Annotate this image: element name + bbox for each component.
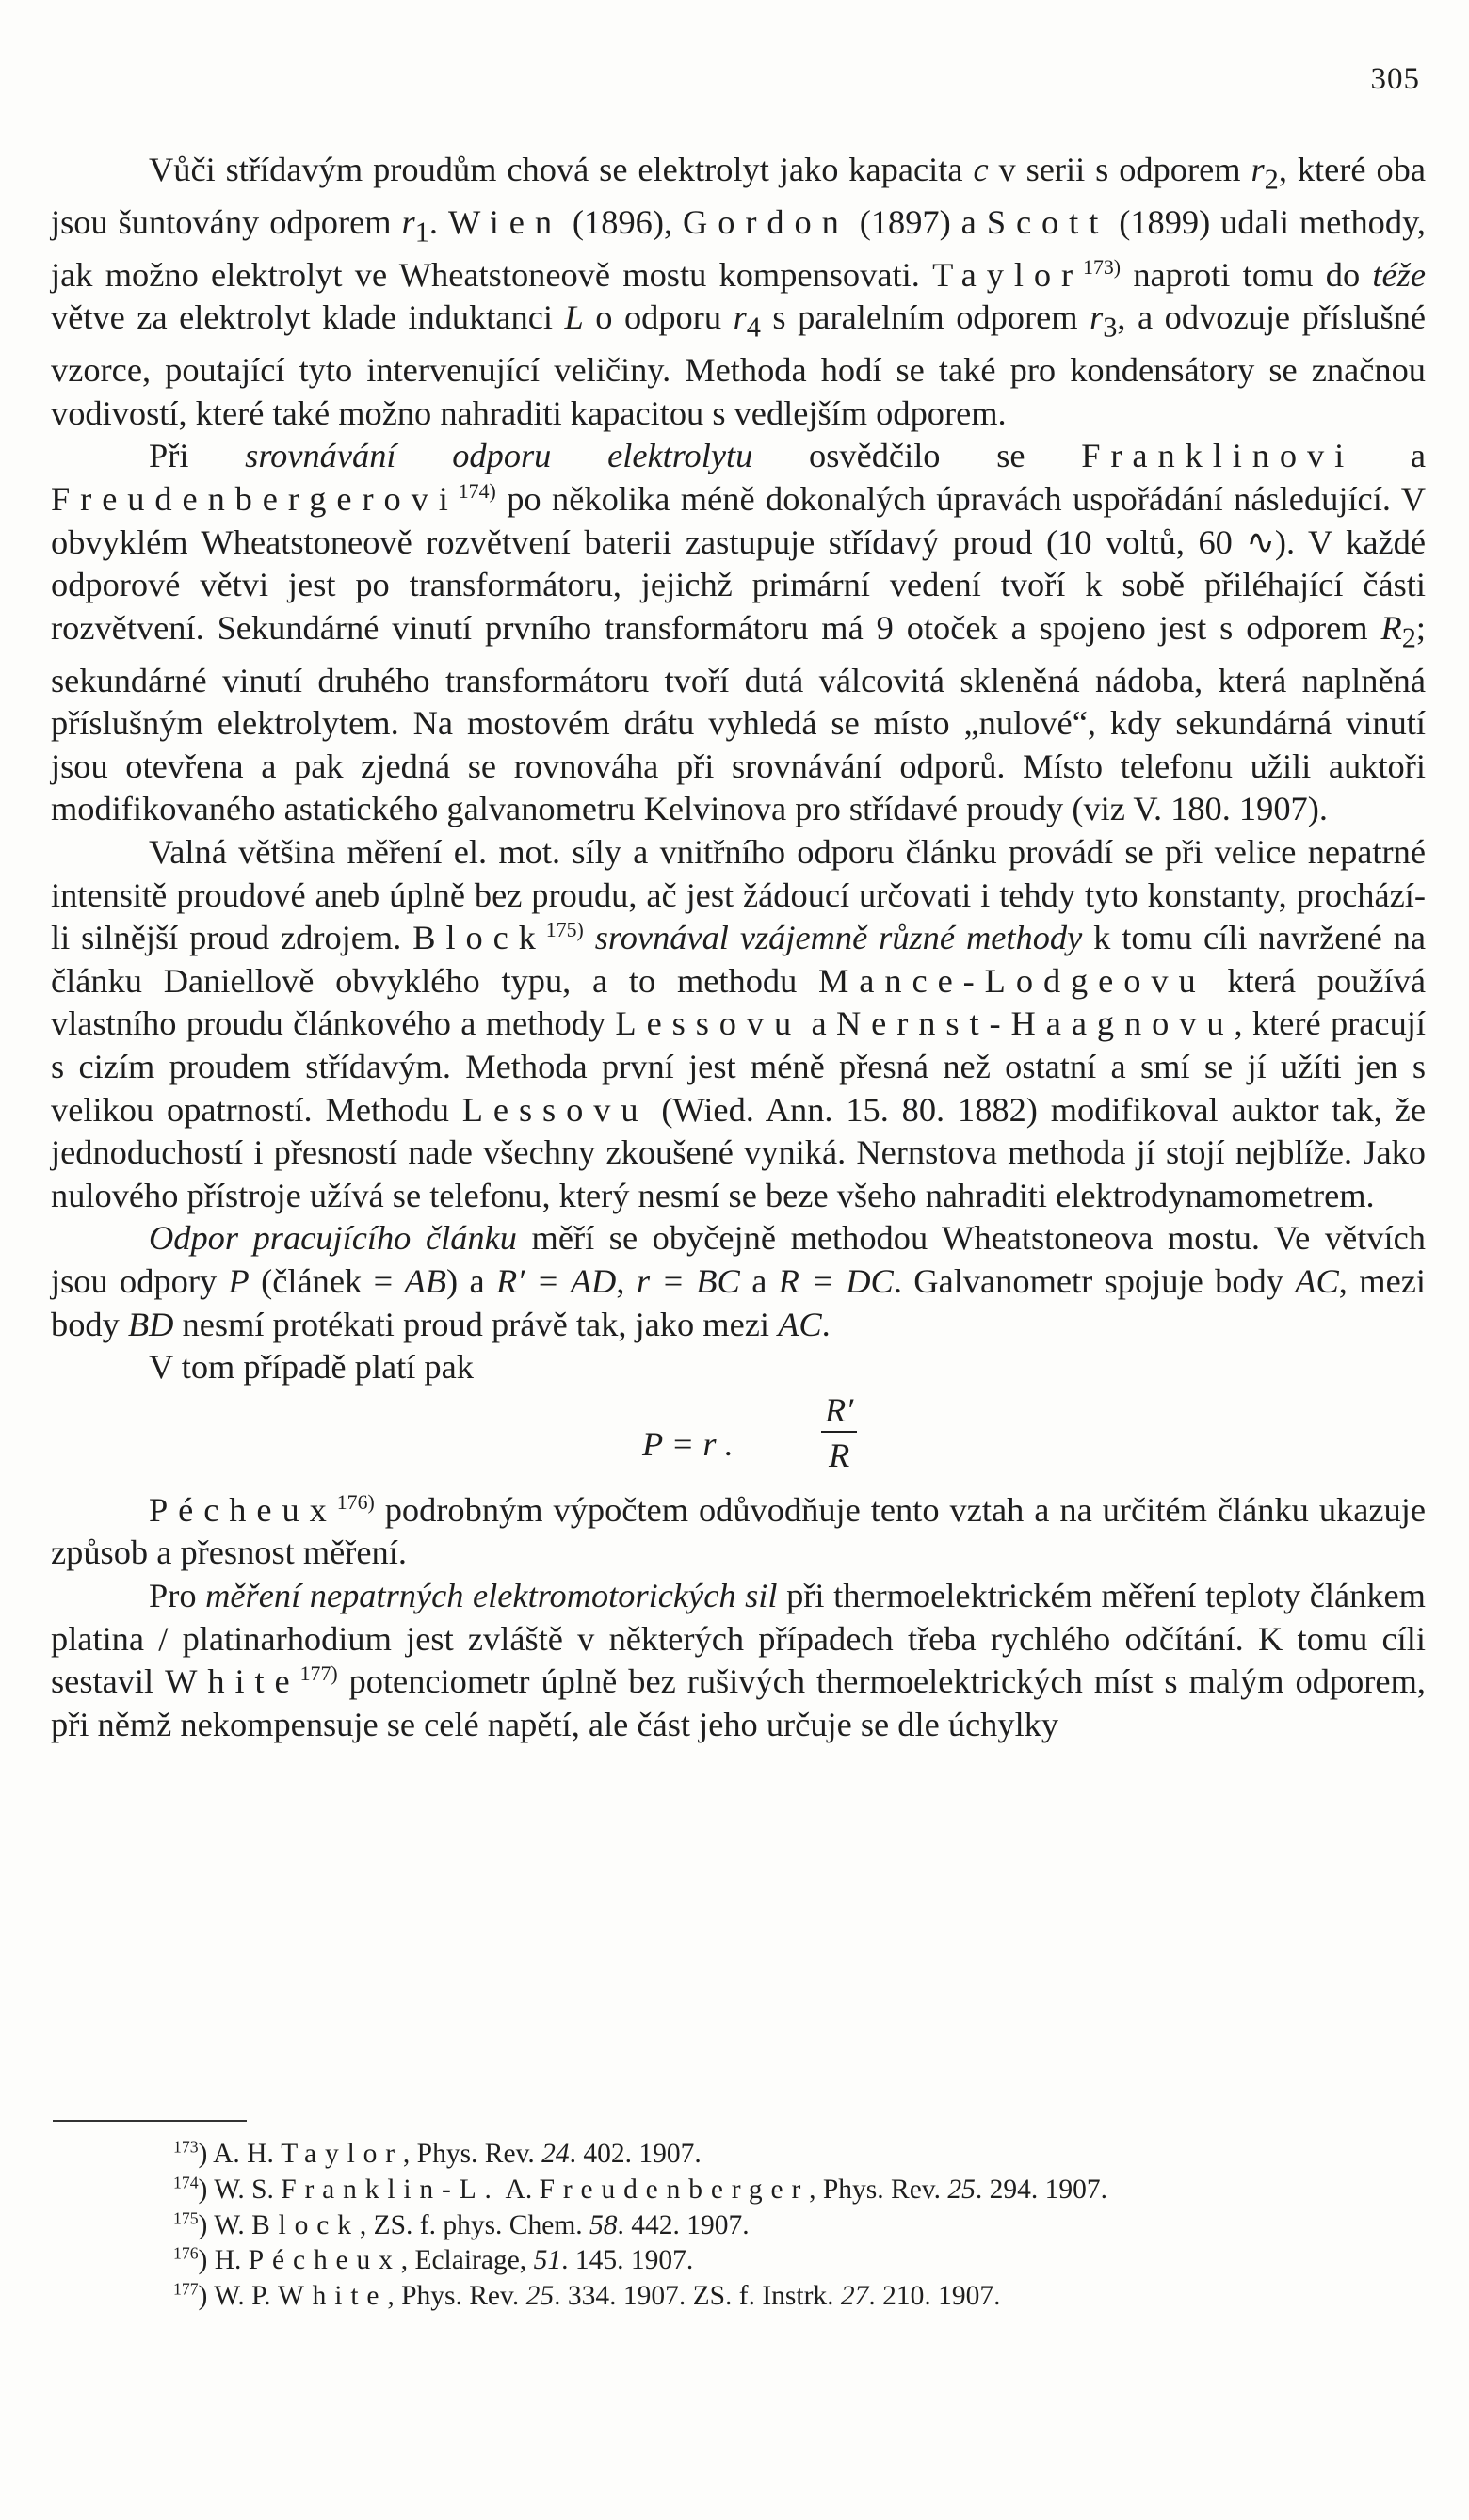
text-run: , Phys. Rev. bbox=[387, 2281, 526, 2312]
text-run: (1896), bbox=[561, 202, 684, 241]
text-run: r bbox=[401, 202, 415, 241]
text-run: 173 bbox=[173, 2137, 199, 2157]
text-run: , které oba jsou šuntovány odporem bbox=[51, 151, 1427, 241]
text-run: ) W. P. bbox=[198, 2281, 278, 2312]
text-run: Taylor bbox=[932, 255, 1084, 294]
text-run: k tomu cíli navržené na článku Daniellově obvyklého typu, a to methodu bbox=[51, 919, 1426, 1000]
text-run: Block bbox=[251, 2209, 360, 2240]
equation-lhs: P = r . bbox=[642, 1424, 734, 1463]
text-run: , bbox=[616, 1261, 637, 1300]
text-run: potenciometr úplně bez rušivých thermoelektrických míst s malým odporem, při němž nekompensuje se celé napětí, ale část jeho určuje se dle úchylky bbox=[51, 1662, 1426, 1743]
footnote bbox=[53, 2173, 1426, 2208]
text-run: a bbox=[739, 1261, 779, 1300]
text-run: Pécheux bbox=[149, 1490, 337, 1529]
text-run: . 442. 1907. bbox=[617, 2209, 750, 2240]
text-run: naproti tomu do bbox=[1121, 255, 1373, 294]
text-run: A. bbox=[499, 2174, 540, 2205]
text-run: Franklin-L. bbox=[281, 2174, 500, 2205]
text-run: Taylor bbox=[281, 2139, 403, 2169]
text-run: 24 bbox=[541, 2139, 570, 2169]
text-run: (1897) a bbox=[848, 202, 987, 241]
text-run bbox=[584, 919, 595, 956]
footnote bbox=[53, 2208, 1426, 2244]
text-run: . bbox=[428, 202, 448, 241]
text-run: r bbox=[1090, 298, 1104, 337]
text-run: 174) bbox=[458, 479, 496, 503]
text-run: Gordon bbox=[683, 202, 849, 241]
text-run: R = DC bbox=[778, 1261, 894, 1300]
text-run: 27 bbox=[840, 2281, 869, 2312]
text-run: White bbox=[165, 1662, 300, 1701]
text-run: V tom případě platí pak bbox=[149, 1348, 474, 1387]
text-run: 177 bbox=[173, 2279, 199, 2299]
text-run: nesmí protékati proud právě tak, jako mezi bbox=[173, 1305, 779, 1343]
equation-numerator: R′ bbox=[821, 1389, 857, 1433]
text-run: r = BC bbox=[636, 1261, 740, 1300]
equation-denominator: R bbox=[828, 1436, 850, 1474]
text-run: L bbox=[564, 298, 584, 337]
text-run: Block bbox=[412, 919, 546, 957]
text-run: Franklinovi bbox=[1081, 437, 1355, 475]
text-run: Lessovu bbox=[461, 1090, 649, 1129]
text-run: a bbox=[801, 1004, 836, 1043]
body-text bbox=[51, 149, 1426, 1746]
text-run: srovnávání odporu elektrolytu bbox=[245, 437, 753, 475]
text-run: AB bbox=[404, 1261, 446, 1300]
paragraphs-before-equation bbox=[51, 149, 1426, 1389]
footnote bbox=[53, 2243, 1426, 2279]
text-run: Freudenberger bbox=[539, 2174, 810, 2205]
text-run: větve za elektrolyt klade induktanci bbox=[51, 298, 565, 337]
text-run: , Phys. Rev. bbox=[809, 2174, 948, 2205]
text-run: Valná většina měření el. mot. síly a vnitřního odporu článku provádí se při velice nepatrné intensitě proudové aneb úplně bez proudu, ač jest žádoucí určovati i tehdy tyto konstanty, prochází-li silnější proud zdrojem. bbox=[51, 833, 1426, 957]
text-run: , ZS. f. phys. Chem. bbox=[359, 2209, 590, 2240]
text-run: 174 bbox=[173, 2173, 199, 2192]
text-run: R′ = AD bbox=[495, 1261, 617, 1300]
text-run: Pécheux bbox=[248, 2245, 401, 2276]
text-run: r bbox=[733, 298, 747, 337]
paragraph bbox=[51, 149, 1426, 435]
paragraph bbox=[51, 831, 1426, 1217]
text-run: Odpor pracujícího článku bbox=[149, 1219, 517, 1258]
text-run: r bbox=[1251, 151, 1265, 188]
text-run: při thermoelektrickém měření teploty článkem platina / platinarhodium jest zvláště v některých případech třeba rychlého odčítání. K tomu cíli sestavil bbox=[51, 1576, 1426, 1701]
text-run: podrobným výpočtem odůvodňuje tento vztah a na určitém článku ukazuje způsob a přesnost měření. bbox=[51, 1490, 1426, 1572]
text-run: a bbox=[1354, 437, 1427, 475]
text-run: téže bbox=[1372, 255, 1426, 294]
text-run: Scott bbox=[986, 202, 1109, 241]
paragraph bbox=[51, 1575, 1426, 1746]
text-run: ) W. S. bbox=[198, 2174, 282, 2205]
text-run: 1 bbox=[414, 216, 429, 249]
text-run: AC bbox=[778, 1305, 822, 1343]
footnote bbox=[53, 2137, 1426, 2173]
text-run: ) a bbox=[445, 1261, 496, 1300]
text-run: 175) bbox=[545, 919, 584, 942]
footnotes bbox=[53, 2137, 1426, 2315]
text-run: měří se obyčejně methodou Wheatstoneova mostu. Ve větvích jsou odpory bbox=[51, 1219, 1427, 1300]
text-run: v serii s odporem bbox=[988, 151, 1251, 188]
footnote bbox=[53, 2279, 1426, 2315]
text-run: po několika méně dokonalých úpravách uspořádání následující. V obvyklém Wheatstoneově rozvětvení baterii zastupuje střídavý proud (10 voltů, 60 ∿). V každé odporové větvi jest po transformátoru, jejichž primární vedení tvoří k sobě přiléhající části rozvětvení. Sekundárné vinutí prvního transformátoru má 9 otoček a spojeno jest s odporem bbox=[51, 480, 1426, 647]
text-run: 25 bbox=[947, 2174, 976, 2205]
text-run: (1899) udali methody, jak možno elektrolyt ve Wheatstoneově mostu kompensovati. bbox=[51, 202, 1426, 294]
text-run: , Phys. Rev. bbox=[402, 2139, 542, 2169]
text-run: , a odvozuje příslušné vzorce, poutající tyto intervenující veličiny. Methoda hodí se také pro kondensátory se značnou vodivostí, které také možno nahraditi kapacitou s vedlejším odporem. bbox=[51, 298, 1426, 432]
text-run: (Wied. Ann. 15. 80. 1882) modifikoval auktor tak, že jednoduchostí i přesností nade všechny zkoušené vyniká. Nernstova methoda jí stojí nejblíže. Jako nulového přístroje užívá se telefonu, který nesmí se beze všeho nahraditi elektrodynamometrem. bbox=[51, 1090, 1426, 1214]
page-number: 305 bbox=[1370, 62, 1420, 96]
text-run: 58 bbox=[589, 2209, 618, 2240]
text-run: White bbox=[277, 2281, 388, 2312]
footnote-rule bbox=[53, 2120, 247, 2122]
text-run: 176 bbox=[173, 2243, 199, 2263]
text-run: , Eclairage, bbox=[400, 2245, 534, 2276]
text-run: ) W. bbox=[198, 2209, 252, 2240]
text-run: . bbox=[821, 1305, 831, 1343]
text-run: 3 bbox=[1103, 311, 1118, 344]
text-run: Při bbox=[149, 437, 246, 475]
text-run: o odporu bbox=[583, 298, 734, 337]
text-run: , mezi body bbox=[51, 1261, 1426, 1343]
text-run: 4 bbox=[746, 311, 761, 344]
text-run: c bbox=[973, 151, 989, 188]
text-run: ) H. bbox=[198, 2245, 249, 2276]
text-run: Freudenbergerovi bbox=[51, 480, 459, 518]
text-run: ) A. H. bbox=[198, 2139, 282, 2169]
text-run: ; sekundárné vinutí druhého transformátoru tvoří dutá válcovitá skleněná nádoba, která naplněná příslušným elektrolytem. Na mostovém drátu vyhledá se místo „nulové“, kdy sekundárná vinutí jsou otevřena a pak zjedná se rovnováha při srovnávání odporů. Místo telefonu užili auktoři modifikovaného astatického galvanometru Kelvinova pro střídavé proudy (viz V. 180. 1907). bbox=[51, 608, 1426, 828]
text-run: 25 bbox=[525, 2281, 555, 2312]
text-run: 175 bbox=[173, 2207, 199, 2227]
paragraph bbox=[51, 1346, 1426, 1389]
text-run: P bbox=[228, 1261, 250, 1300]
text-run: Mance-Lodgeovu bbox=[818, 961, 1206, 1000]
text-run: . 210. 1907. bbox=[868, 2281, 1001, 2312]
text-run: (článek = bbox=[249, 1261, 405, 1300]
equation-fraction bbox=[821, 1389, 857, 1478]
text-run: 176) bbox=[336, 1490, 375, 1514]
text-run: . 334. 1907. ZS. f. Instrk. bbox=[554, 2281, 841, 2312]
text-run: 2 bbox=[1401, 621, 1416, 654]
text-run: 2 bbox=[1264, 163, 1279, 196]
text-run: BD bbox=[127, 1305, 174, 1343]
text-run: Lessovu bbox=[615, 1004, 802, 1043]
text-run: . 294. 1907. bbox=[975, 2174, 1108, 2205]
text-run: měření nepatrných elektromotorických sil bbox=[205, 1576, 778, 1614]
text-run: , které pracují s cizím proudem střídavým. Methoda první jest méně přesná než ostatní a smí se jí užíti jen s velikou opatrností. Methodu bbox=[51, 1004, 1426, 1129]
text-run: Vůči střídavým proudům chová se elektrolyt jako kapacita bbox=[149, 151, 974, 188]
paragraphs-after-equation bbox=[51, 1489, 1426, 1747]
text-run: . 145. 1907. bbox=[561, 2245, 694, 2276]
equation bbox=[51, 1389, 1426, 1489]
text-run: R bbox=[1380, 608, 1402, 647]
text-run: 51 bbox=[533, 2245, 562, 2276]
text-run: osvědčilo se bbox=[752, 437, 1082, 475]
text-run: Pro bbox=[149, 1576, 206, 1614]
paragraph bbox=[51, 435, 1426, 831]
text-run: 173) bbox=[1083, 255, 1122, 279]
text-run: s paralelním odporem bbox=[760, 298, 1090, 337]
paragraph bbox=[51, 1489, 1426, 1575]
text-run: Nernst-Haagnovu bbox=[835, 1004, 1235, 1043]
text-run: . Galvanometr spojuje body bbox=[893, 1261, 1296, 1300]
text-run: AC bbox=[1295, 1261, 1339, 1300]
text-run: srovnával vzájemně různé methody bbox=[594, 919, 1083, 957]
text-run: Wien bbox=[447, 202, 562, 241]
paragraph bbox=[51, 1217, 1426, 1346]
text-run: 177) bbox=[299, 1662, 338, 1686]
text-run: . 402. 1907. bbox=[569, 2139, 702, 2169]
text-run: která používá vlastního proudu článkového a methody bbox=[51, 961, 1426, 1043]
